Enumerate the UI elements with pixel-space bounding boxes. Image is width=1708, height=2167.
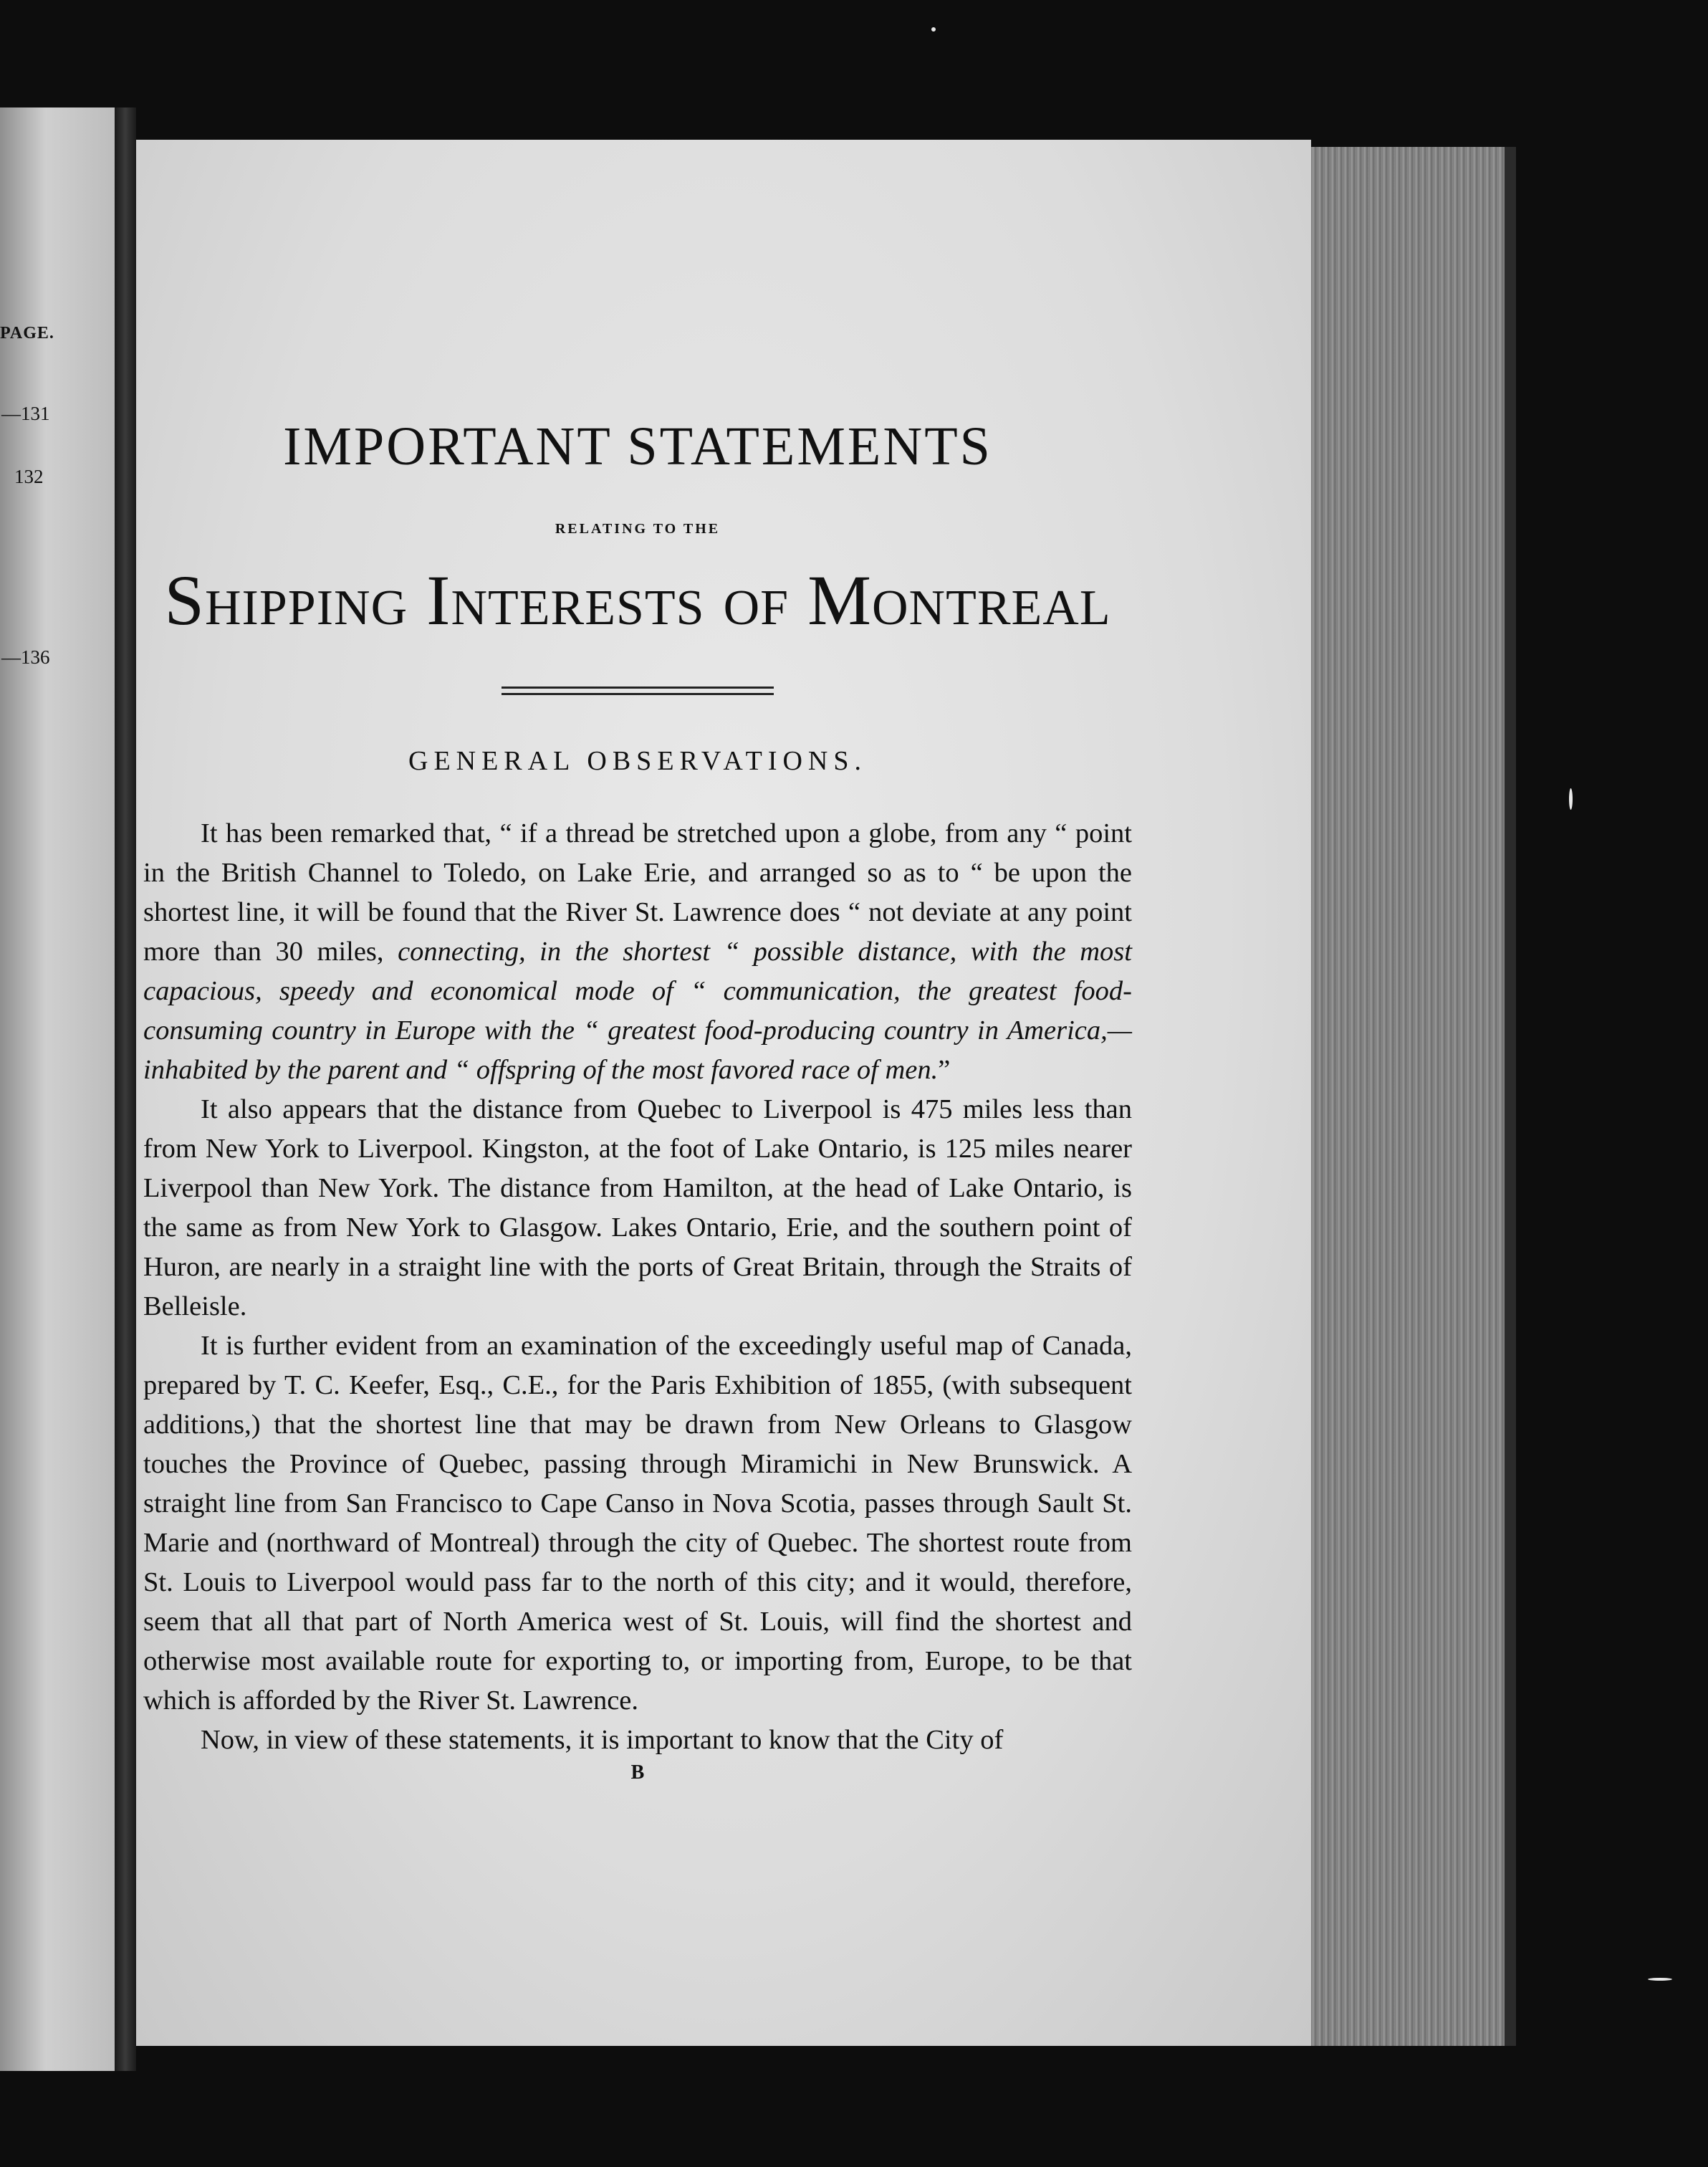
main-heading: Shipping Interests of Montreal: [164, 560, 1111, 640]
page-number-132: 132: [14, 466, 44, 487]
page-block-edge: [1311, 147, 1505, 2046]
paragraph-1: [143, 814, 1132, 1090]
page-number-131: —131: [1, 403, 50, 424]
dust-speck: [1648, 1978, 1672, 1981]
page-number-136: —136: [1, 646, 50, 668]
paragraph-1-close-quote: ”: [938, 1055, 951, 1085]
page-title: IMPORTANT STATEMENTS: [283, 416, 992, 477]
subtitle: RELATING TO THE: [555, 521, 721, 537]
book-gutter: [115, 107, 136, 2071]
page-content: [143, 416, 1132, 1784]
paragraph-2: It also appears that the distance from Quebec to Liverpool is 475 miles less than from New York to Liverpool. Kingston, at the foot of Lake Ontario, is 125 miles nearer Liverpool than New York. The distance from Hamilton, at the head of Lake Ontario, is the same as from New York to Glasgow. Lakes Ontario, Erie, and the southern point of Huron, are nearly in a straight line with the ports of Great Britain, through the Straits of Belleisle.: [143, 1094, 1132, 1321]
dust-speck: [931, 27, 936, 32]
dust-speck: [1569, 788, 1573, 810]
page-edge-shadow: [1505, 147, 1516, 2046]
facing-page: [0, 107, 115, 2071]
paragraph-1-roman: It has been remarked that, “ if a thread be stretched upon a globe, from any “ point in the British Channel to Toledo, on Lake Erie, and arranged so as to “ be upon the shortest line, it will be found that the River St. Lawrence does “ not deviate at any point more than 30 miles,: [143, 818, 1132, 967]
section-heading: GENERAL OBSERVATIONS.: [408, 746, 867, 776]
double-rule-divider: [502, 687, 774, 695]
signature-mark: B: [630, 1761, 645, 1784]
paragraph-1-italic: connecting, in the shortest “ possible distance, with the most capacious, speedy and economical mode of “ communication, the greatest food-consuming country in Europe with the “ greatest food-producing country in America,—inhabited by the parent and “ offspring of the most favored race of men.: [143, 937, 1132, 1085]
page-column-label: PAGE.: [0, 324, 54, 343]
paragraph-4: Now, in view of these statements, it is important to know that the City of: [201, 1725, 1004, 1755]
paragraph-3: It is further evident from an examination of the exceedingly useful map of Canada, prepared by T. C. Keefer, Esq., C.E., for the Paris Exhibition of 1855, (with subsequent additions,) that the shortest line that may be drawn from New Orleans to Glasgow touches the Province of Quebec, passing through Miramichi in New Brunswick. A straight line from San Francisco to Cape Canso in Nova Scotia, passes through Sault St. Marie and (northward of Montreal) through the city of Quebec. The shortest route from St. Louis to Liverpool would pass far to the north of this city; and it would, therefore, seem that all that part of North America west of St. Louis, will find the shortest and otherwise most available route for exporting to, or importing from, Europe, to be that which is afforded by the River St. Lawrence.: [143, 1331, 1132, 1716]
